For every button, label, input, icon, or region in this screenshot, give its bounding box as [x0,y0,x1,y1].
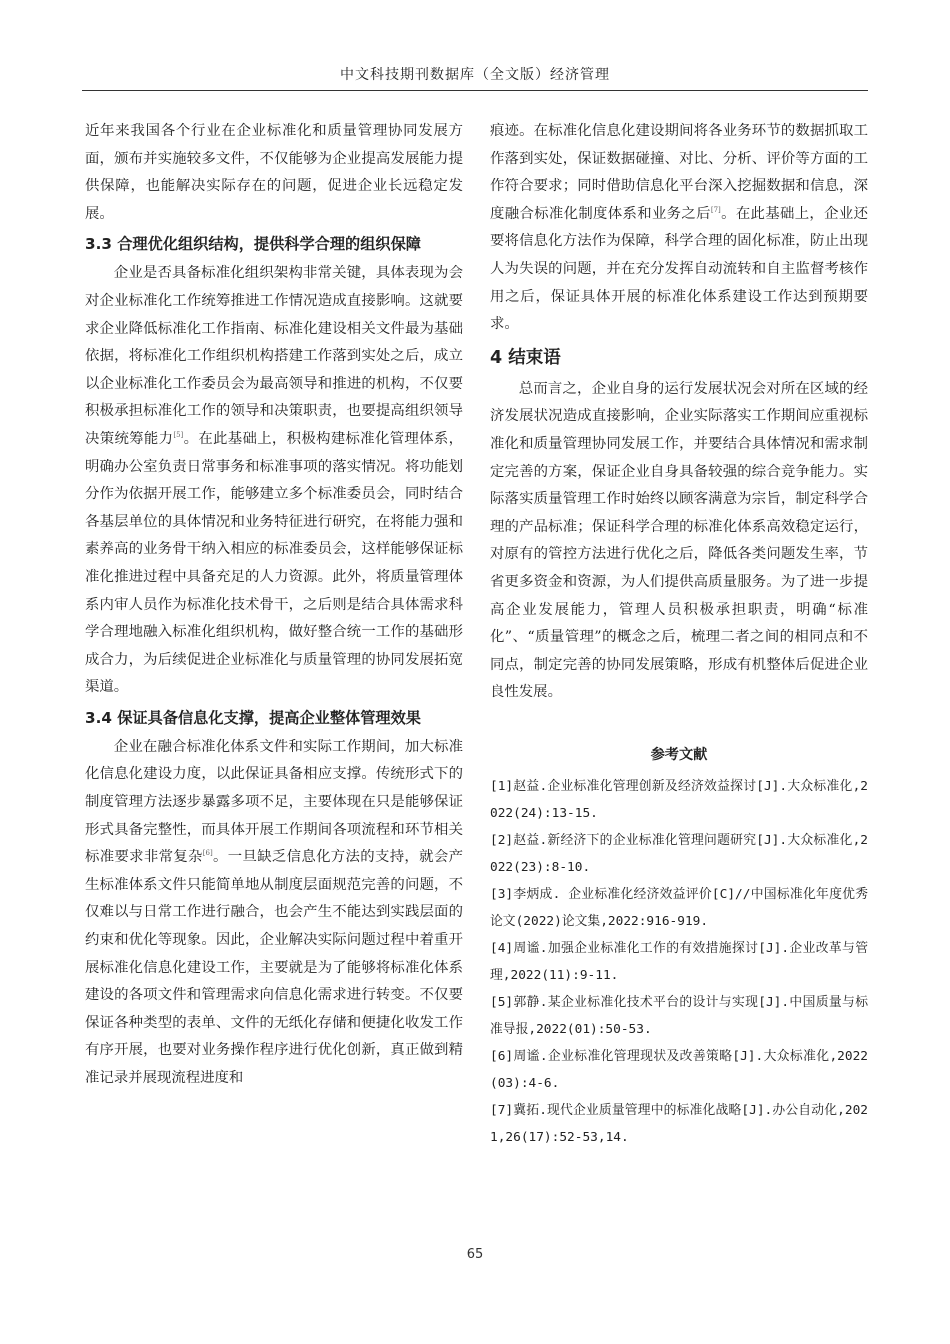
reference-item: [3]李炳成. 企业标准化经济效益评价[C]//中国标准化年度优秀论文(2022)论文集,2022:916-919. [490,886,868,929]
reference-item: [6]周谧.企业标准化管理现状及改善策略[J].大众标准化,2022(03):4-6. [490,1048,868,1091]
references-title: 参考文献 [650,746,708,763]
citation-6: [6] [202,849,213,858]
paragraph-intro-continued: 近年来我国各个行业在企业标准化和质量管理协同发展方面，颁布并实施较多文件，不仅能够为企业提高发展能力提供保障，也能解决实际存在的问题，促进企业长远稳定发展。 [85,123,463,222]
reference-item: [1]赵益.企业标准化管理创新及经济效益探讨[J].大众标准化,2022(24):13-15. [490,778,868,821]
reference-item: [7]冀拓.现代企业质量管理中的标准化战略[J].办公自动化,2021,26(17):52-53,14. [490,1102,868,1145]
left-column [85,118,463,1093]
paragraph-organization [85,260,463,702]
reference-item: [5]郭静.某企业标准化技术平台的设计与实现[J].中国质量与标准导报,2022(01):50-53. [490,994,868,1037]
running-header: 中文科技期刊数据库（全文版）经济管理 [340,67,610,83]
paragraph-text: 。一旦缺乏信息化方法的支持，就会产生标准体系文件只能简单地从制度层面规范完善的问题，不仅难以与日常工作进行融合，也会产生不能达到实践层面的约束和优化等现象。因此，企业解决实际问题过程中着重开展标准化信息化建设工作，主要就是为了能够将标准化体系建设的各项文件和管理需求向信息化需求进行转变。不仅要保证各种类型的表单、文件的无纸化存储和便捷化收发工作有序开展，也要对业务操作程序进行优化创新，真正做到精准记录并展现流程进度和 [85,849,463,1086]
section-heading-3-3: 3.3 合理优化组织结构，提供科学合理的组织保障 [85,235,421,254]
page-number: 65 [466,1247,484,1262]
right-column [490,118,868,1151]
reference-item: [2]赵益.新经济下的企业标准化管理问题研究[J].大众标准化,2022(23):8-10. [490,832,868,875]
reference-item: [4]周谧.加强企业标准化工作的有效措施探讨[J].企业改革与管理,2022(11):9-11. [490,940,868,983]
header-rule [82,90,868,91]
citation-5: [5] [173,430,184,439]
paragraph-text: 。在此基础上，企业还要将信息化方法作为保障，科学合理的固化标准，防止出现人为失误的问题，并在充分发挥自动流转和自主监督考核作用之后，保证具体开展的标准化体系建设工作达到预期要求。 [490,205,868,333]
references-list [490,773,868,1151]
paragraph-text: 企业是否具备标准化组织架构非常关键，具体表现为会对企业标准化工作统筹推进工作情况造成直接影响。这就要求企业降低标准化工作指南、标准化建设相关文件最为基础依据，将标准化工作组织机构搭建工作落到实处之后，成立以企业标准化工作委员会为最高领导和推进的机构，不仅要积极承担标准化工作的领导和决策职责，也要提高组织领导决策统筹能力 [85,265,463,447]
section-heading-3-4: 3.4 保证具备信息化支撑，提高企业整体管理效果 [85,708,421,727]
paragraph-text: 企业在融合标准化体系文件和实际工作期间，加大标准化信息化建设力度，以此保证具备相应支撑。传统形式下的制度管理方法逐步暴露多项不足，主要体现在只是能够保证形式具备完整性，而具体开展工作期间各项流程和环节相关标准要求非常复杂 [85,738,463,866]
paragraph-conclusion: 总而言之，企业自身的运行发展状况会对所在区域的经济发展状况造成直接影响，企业实际落实工作期间应重视标准化和质量管理协同发展工作，并要结合具体情况和需求制定完善的方案，保证企业自身具备较强的综合竞争能力。实际落实质量管理工作时始终以顾客满意为宗旨，制定科学合理的产品标准；保证科学合理的标准化体系高效稳定运行，对原有的管控方法进行优化之后，降低各类问题发生率，节省更多资金和资源，为人们提供高质量服务。为了进一步提高企业发展能力，管理人员积极承担职责，明确“标准化”、“质量管理”的概念之后，梳理二者之间的相同点和不同点，制定完善的协同发展策略，形成有机整体后促进企业良性发展。 [490,380,868,701]
citation-7: [7] [710,205,721,214]
paragraph-informatization [85,734,463,1093]
paragraph-text: 痕迹。在标准化信息化建设期间将各业务环节的数据抓取工作落到实处，保证数据碰撞、对比、分析、评价等方面的工作符合要求；同时借助信息化平台深入挖掘数据和信息，深度融合标准化制度体系和业务之后 [490,123,868,222]
section-heading-4: 4 结束语 [490,347,561,368]
paragraph-text: 。在此基础上，积极构建标准化管理体系，明确办公室负责日常事务和标准事项的落实情况。将功能划分作为依据开展工作，能够建立多个标准委员会，同时结合各基层单位的具体情况和业务特征进行研究，在将能力强和素养高的业务骨干纳入相应的标准委员会，这样能够保证标准化推进过程中具备充足的人力资源。此外，将质量管理体系内审人员作为标准化技术骨干，之后则是结合具体需求科学合理地融入标准化组织机构，做好整合统一工作的基础形成合力，为后续促进企业标准化与质量管理的协同发展拓宽渠道。 [85,430,463,696]
paragraph-informatization-continued [490,118,868,339]
